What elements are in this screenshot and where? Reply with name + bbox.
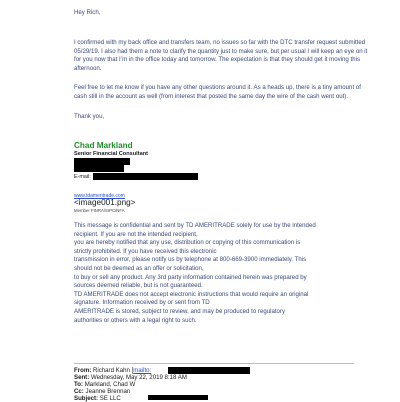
signature-email-label: E-mail: xyxy=(74,174,91,180)
disclaimer-line: authorities or others with a legal right to such. xyxy=(74,316,197,324)
cc-label: Cc: xyxy=(74,388,84,395)
header-divider xyxy=(74,363,354,364)
sent-value: Wednesday, May 22, 2019 8:18 AM xyxy=(90,374,187,381)
to-value: Markland, Chad W xyxy=(84,381,136,388)
header-to xyxy=(74,381,374,388)
header-sent xyxy=(74,374,374,381)
image-placeholder: <image001.png> xyxy=(74,198,136,207)
from-value: Richard Kahn [ xyxy=(92,367,134,374)
disclaimer-line: sources deemed reliable, but is not guaranteed. xyxy=(74,282,203,290)
disclaimer-line: TD AMERITRADE does not accept electronic instructions that would require an original xyxy=(74,290,309,298)
redaction-block xyxy=(74,165,124,172)
website-link[interactable]: www.tdameritrade.com xyxy=(74,193,125,199)
disclaimer-line: you are hereby notified that any use, distribution or copying of this communication is xyxy=(74,239,301,247)
subject-value: SE LLC xyxy=(99,395,121,402)
email-paragraph-1: I confirmed with my back office and transfers team, no issues so far with the DTC transfer request submitted 05/29/19. I also had them a note to clarify the quantity just to make sure, but per usual I will keep an eye on it for you now that I’m in the office today and tomorrow. The expectation is that they should get it moving this afternoon. xyxy=(74,39,368,72)
signature-name: Chad Markland xyxy=(74,141,133,150)
signature-title: Senior Financial Consultant xyxy=(74,151,148,157)
email-thanks: Thank you, xyxy=(74,113,105,120)
disclaimer-line: signature. Information received by or sent from TD xyxy=(74,299,210,307)
header-cc xyxy=(74,388,374,395)
sent-label: Sent: xyxy=(74,374,90,381)
email-greeting: Hey Rich, xyxy=(74,9,101,16)
disclaimer-line: should not be deemed as an offer or solicitation, xyxy=(74,264,204,272)
redaction-block xyxy=(74,158,130,165)
disclaimer-line: recipient. If you are not the intended recipient, xyxy=(74,230,198,238)
disclaimer-line: AMERITRADE is stored, subject to review, and may be produced to regulatory xyxy=(74,307,286,315)
from-mailto-link[interactable]: mailto: xyxy=(133,367,152,374)
subject-label: Subject: xyxy=(74,395,99,402)
disclaimer-line: This message is confidential and sent by TD AMERITRADE solely for use by the intended xyxy=(74,222,316,229)
redaction-block xyxy=(148,395,208,400)
email-paragraph-2: Feel free to let me know if you have any other questions around it. As a heads up, there is a tiny amount of cash still in the account as well (from interest that posted the same day the wire of the cash went out). xyxy=(74,84,361,100)
disclaimer xyxy=(74,222,374,325)
disclaimer-line: to buy or sell any product. Any 3rd party information contained herein was prepared by xyxy=(74,273,307,281)
disclaimer-line: transmission in error, please notify us by telephone at 800-669-3900 immediately. This xyxy=(74,256,307,264)
header-subject xyxy=(74,395,374,402)
cc-value: Jeanne Brennan xyxy=(85,388,131,395)
redaction-block xyxy=(168,367,250,374)
redaction-block xyxy=(93,173,198,180)
member-text: Member FINRA/SIPC/NFA xyxy=(74,208,125,213)
from-label: From: xyxy=(74,367,92,374)
disclaimer-line: strictly prohibited. If you have received this electronic xyxy=(74,247,217,255)
to-label: To: xyxy=(74,381,84,388)
